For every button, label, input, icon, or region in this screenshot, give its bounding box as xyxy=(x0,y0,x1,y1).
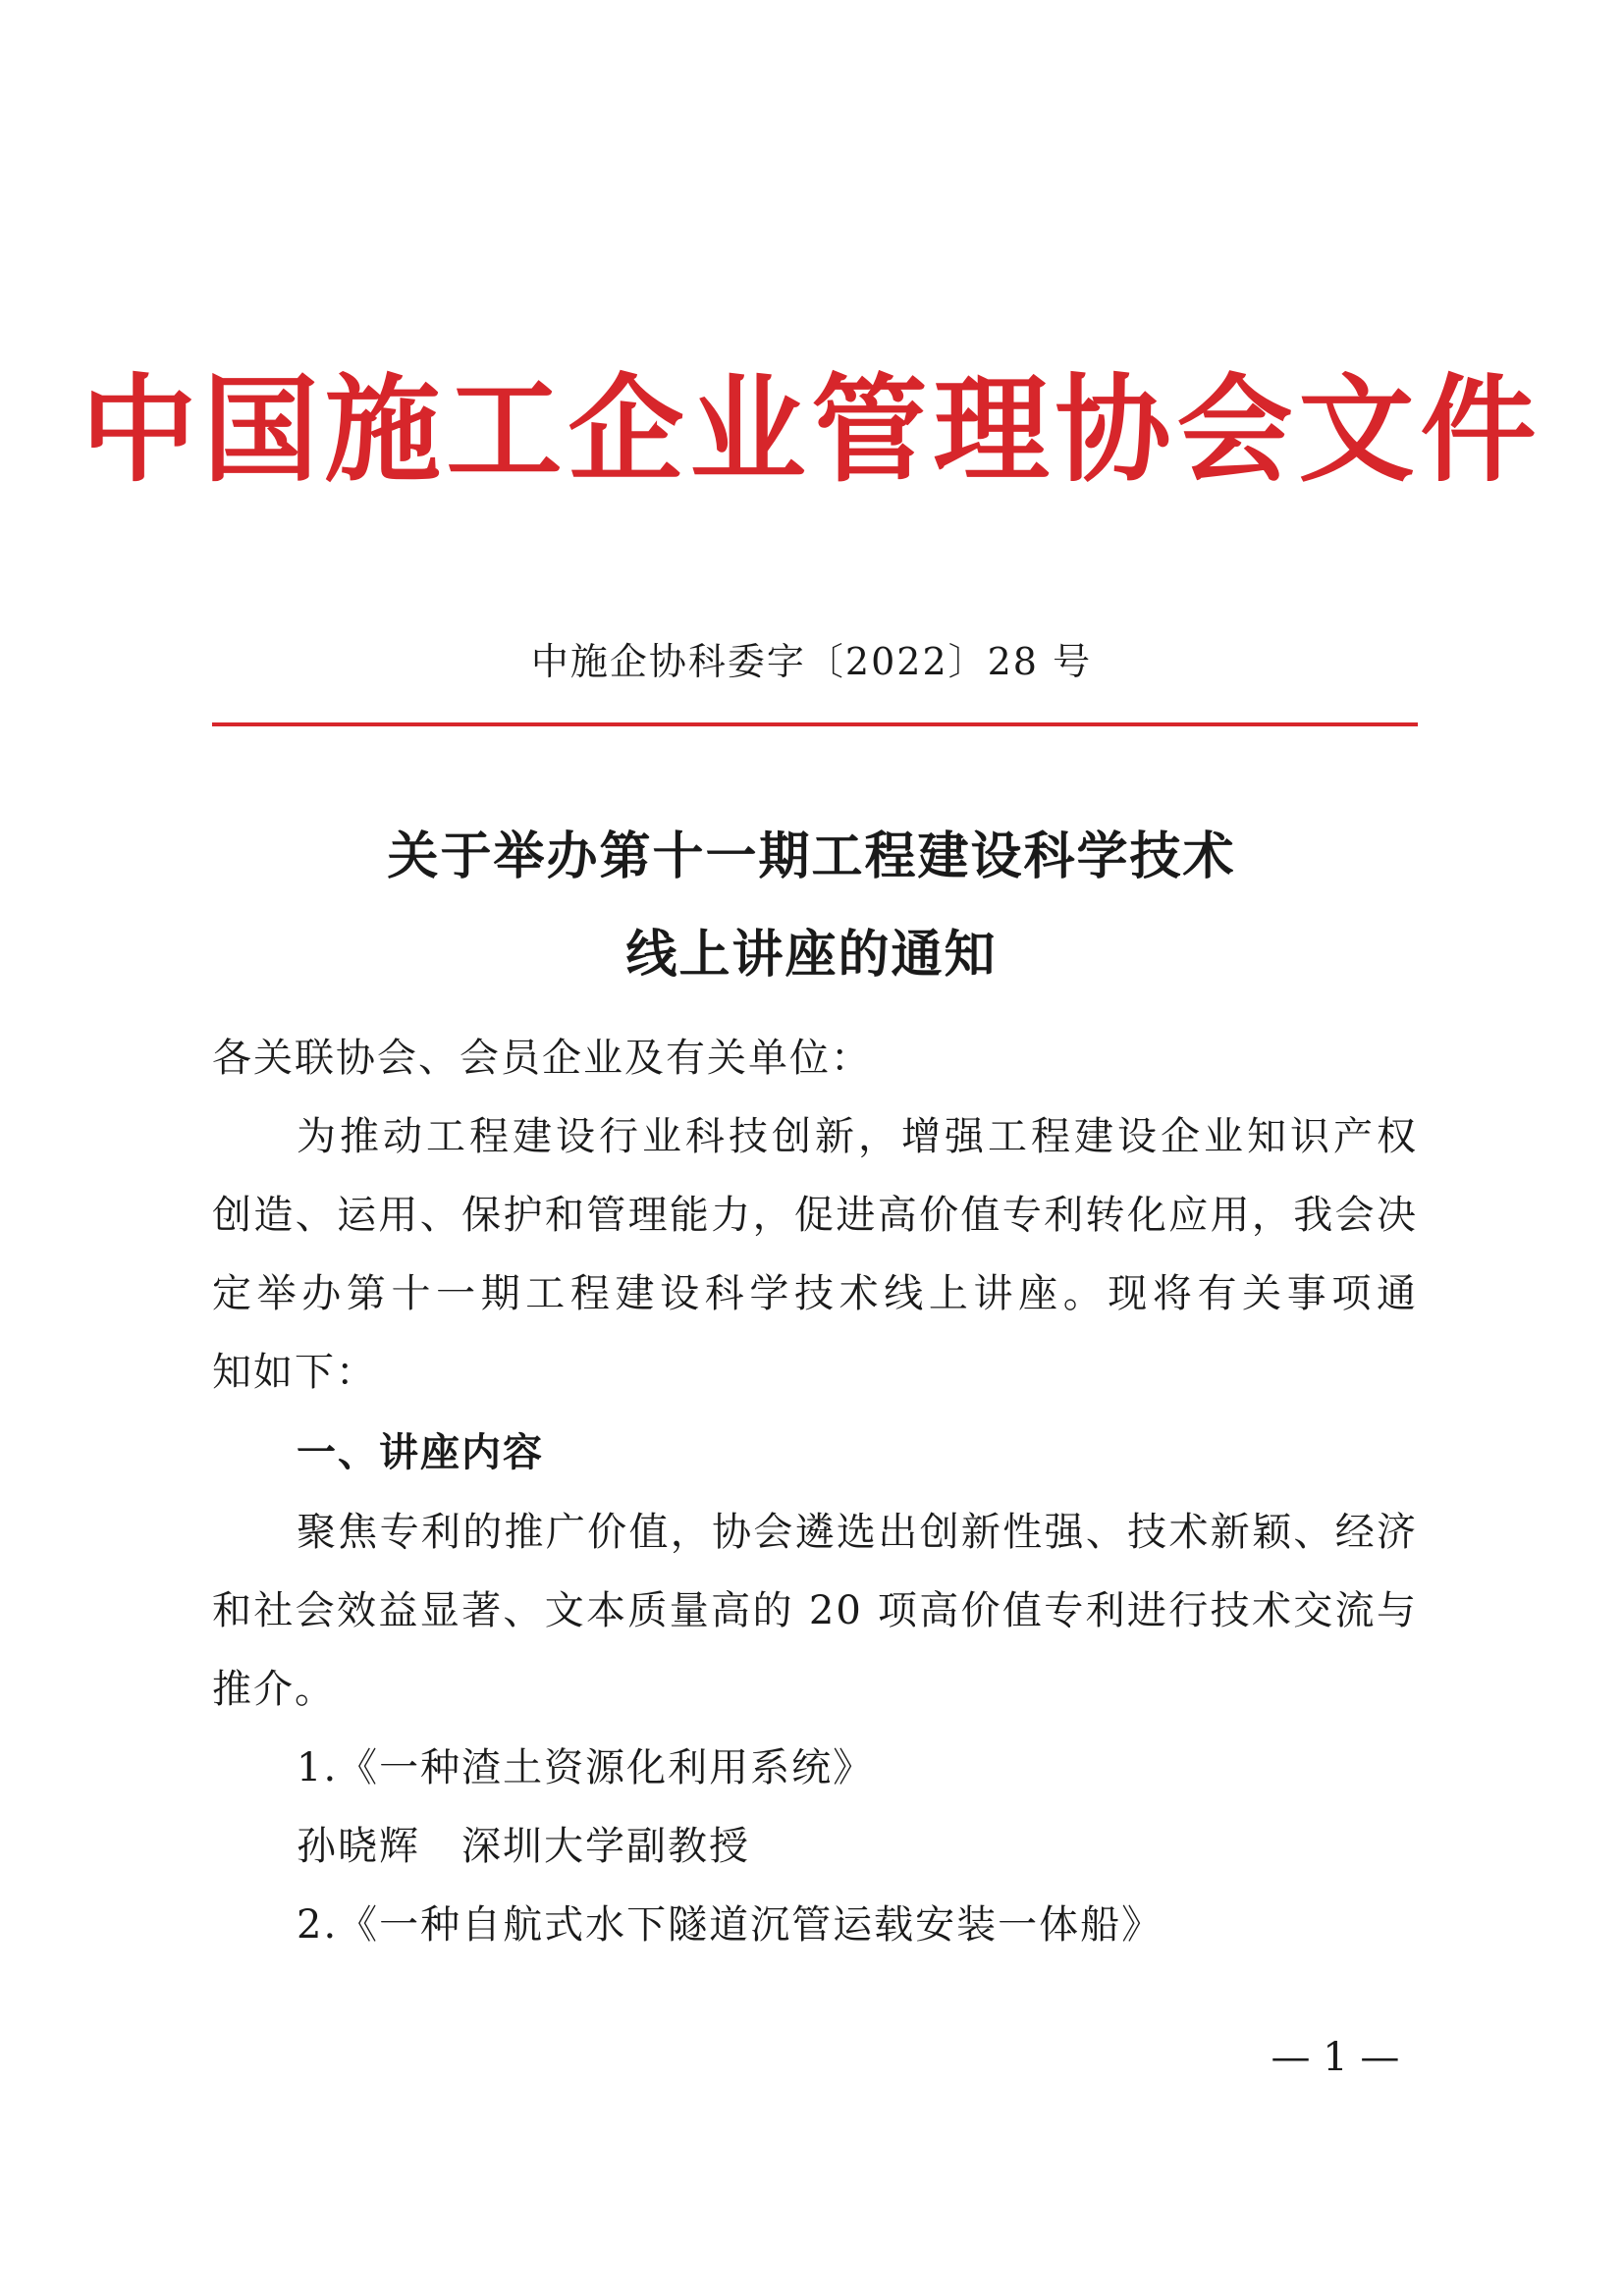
intro-line-2: 创造、运用、保护和管理能力，促进高价值专利转化应用，我会决 xyxy=(212,1193,1418,1238)
red-divider-rule xyxy=(212,722,1418,726)
salutation: 各关联协会、会员企业及有关单位： xyxy=(212,1036,872,1081)
notice-title-line-2: 线上讲座的通知 xyxy=(625,926,998,985)
intro-line-4: 知如下： xyxy=(212,1350,377,1395)
masthead-title: 中国施工企业管理协会文件 xyxy=(81,361,1542,498)
lecture-item-title: 2.《一种自航式水下隧道沉管运载安装一体船》 xyxy=(297,1902,1163,1948)
document-number: 中施企协科委字〔2022〕28 号 xyxy=(530,640,1093,683)
section-heading-lecture-content: 一、讲座内容 xyxy=(297,1430,544,1475)
lecture-item-title: 1.《一种渣土资源化利用系统》 xyxy=(297,1745,875,1790)
notice-title-line-1: 关于举办第十一期工程建设科学技术 xyxy=(387,828,1236,886)
lecture-item-speaker: 孙晓辉 深圳大学副教授 xyxy=(297,1824,750,1869)
section-paragraph-line-1: 聚焦专利的推广价值，协会遴选出创新性强、技术新颖、经济 xyxy=(297,1510,1418,1555)
section-paragraph-line-2: 和社会效益显著、文本质量高的 20 项高价值专利进行技术交流与 xyxy=(212,1588,1418,1633)
section-paragraph-line-3: 推介。 xyxy=(212,1667,336,1712)
page-number: — 1 — xyxy=(1271,2035,1400,2080)
intro-line-3: 定举办第十一期工程建设科学技术线上讲座。现将有关事项通 xyxy=(212,1271,1418,1316)
intro-line-1: 为推动工程建设行业科技创新，增强工程建设企业知识产权 xyxy=(297,1114,1418,1159)
